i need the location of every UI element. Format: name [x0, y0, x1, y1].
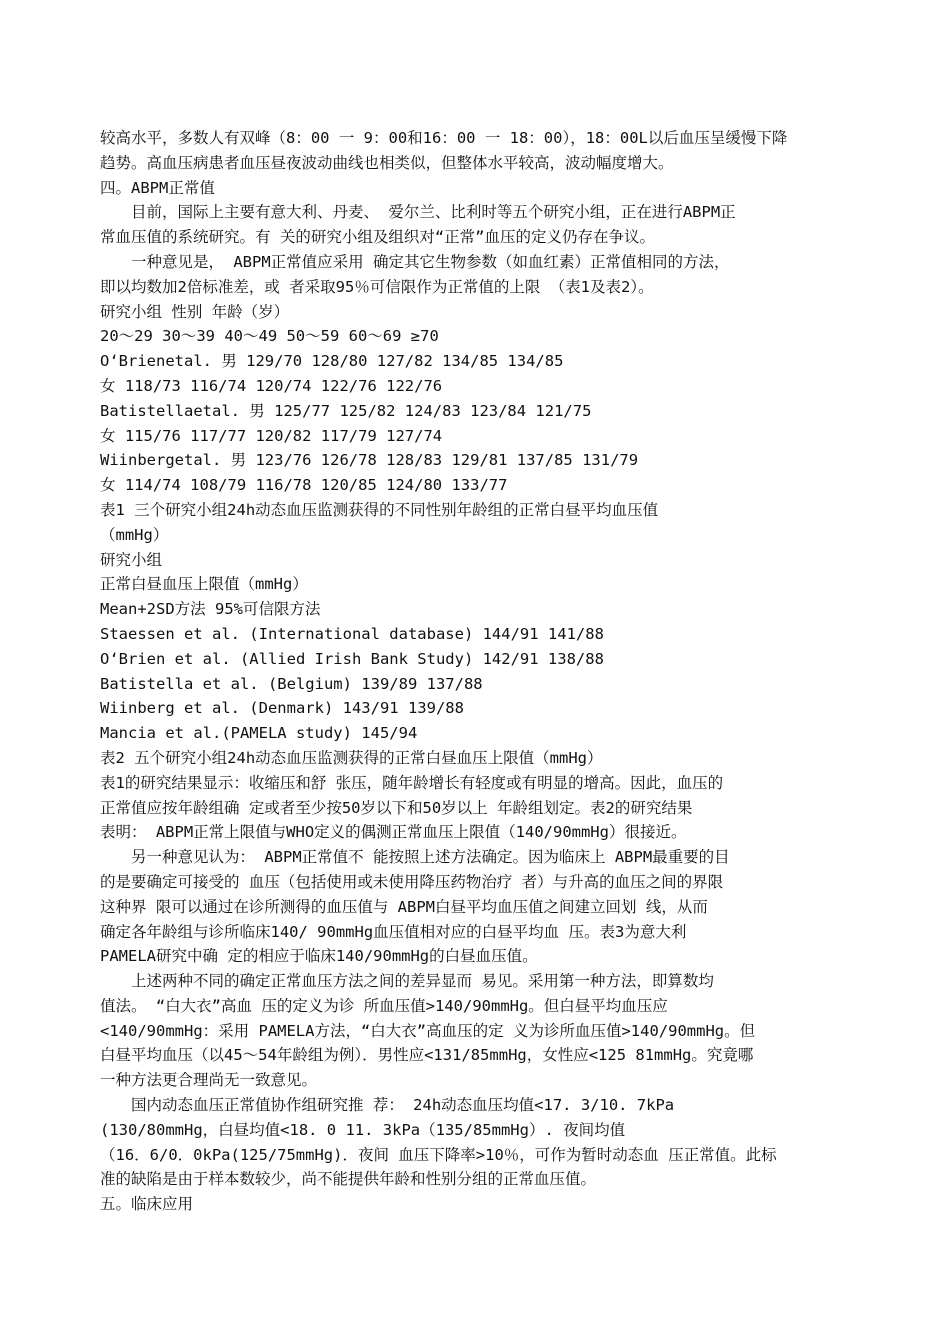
- text-line: 四。ABPM正常值: [100, 178, 215, 197]
- text-line: 表1的研究结果显示：收缩压和舒 张压，随年龄增长有轻度或有明显的增高。因此，血压的: [100, 773, 724, 792]
- text-line: Batistella et al. (Belgium) 139/89 137/88: [100, 674, 483, 693]
- text-line: 准的缺陷是由于样本数较少，尚不能提供年龄和性别分组的正常血压值。: [100, 1170, 597, 1189]
- text-line: 女 115/76 117/77 120/82 117/79 127/74: [100, 426, 443, 445]
- text-line: (130/80mmHg，白昼均值<18. 0 11. 3kPa（135/85mmHg）. 夜间均值: [100, 1120, 626, 1139]
- text-line: Mancia et al.(PAMELA study) 145/94: [100, 724, 418, 743]
- text-line: 一种意见是， ABPM正常值应采用 确定其它生物参数（如血红素）正常值相同的方法，: [131, 252, 730, 271]
- text-line: 研究小组: [100, 550, 163, 569]
- text-line: 国内动态血压正常值协作组研究推 荐： 24h动态血压均值<17. 3/10. 7kPa: [131, 1096, 675, 1115]
- text-line: Mean+2SD方法 95%可信限方法: [100, 600, 321, 619]
- text-line: Wiinbergetal. 男 123/76 126/78 128/83 129/81 137/85 131/79: [100, 451, 639, 470]
- text-line: 五。临床应用: [100, 1195, 194, 1214]
- text-line: O‘Brienetal. 男 129/70 128/80 127/82 134/85 134/85: [100, 352, 564, 371]
- text-line: 值法。 “白大衣”高血 压的定义为诊 所血压值>140/90mmHg。但白昼平均血压应: [100, 996, 668, 1015]
- text-line: （mmHg）: [100, 525, 169, 544]
- text-line: 女 114/74 108/79 116/78 120/85 124/80 133/77: [100, 476, 508, 495]
- text-line: 正常值应按年龄组确 定或者至少按50岁以下和50岁以上 年龄组划定。表2的研究结果: [100, 798, 693, 817]
- text-line: 研究小组 性别 年龄（岁）: [100, 302, 290, 321]
- text-line: （16．6/0．0kPa(125/75mmHg)．夜间 血压下降率>10％，可作为暂时动态血 压正常值。此标: [100, 1145, 777, 1164]
- text-line: Staessen et al. (International database) 144/91 141/88: [100, 624, 604, 643]
- text-line: 上述两种不同的确定正常血压方法之间的差异显而 易见。采用第一种方法，即算数均: [131, 972, 714, 991]
- text-line: 表1 三个研究小组24h动态血压监测获得的不同性别年龄组的正常白昼平均血压值: [100, 500, 659, 519]
- text-line: 一种方法更合理尚无一致意见。: [100, 1071, 318, 1090]
- text-line: 确定各年龄组与诊所临床140/ 90mmHg血压值相对应的白昼平均血 压。表3为意大利: [100, 922, 687, 941]
- text-line: 女 118/73 116/74 120/74 122/76 122/76: [100, 376, 443, 395]
- text-line: 白昼平均血压（以45～54年龄组为例）．男性应<131/85mmHg，女性应<125 81mmHg。究竟哪: [100, 1046, 754, 1065]
- text-line: 这种界 限可以通过在诊所测得的血压值与 ABPM白昼平均血压值之间建立回划 线，从而: [100, 897, 708, 916]
- text-line: PAMELA研究中确 定的相应于临床140/90mmHg的白昼血压值。: [100, 947, 538, 966]
- text-line: 另一种意见认为： ABPM正常值不 能按照上述方法确定。因为临床上 ABPM最重要的目: [131, 848, 730, 867]
- text-line: O‘Brien et al. (Allied Irish Bank Study) 142/91 138/88: [100, 649, 604, 668]
- text-line: 的是要确定可接受的 血压（包括使用或未使用降压药物治疗 者）与升高的血压之间的界限: [100, 872, 724, 891]
- text-line: 20～29 30～39 40～49 50～59 60～69 ≥70: [100, 327, 439, 346]
- text-line: 目前，国际上主要有意大利、丹麦、 爱尔兰、比利时等五个研究小组，正在进行ABPM正: [131, 203, 736, 222]
- text-line: 即以均数加2倍标准差，或 者采取95％可信限作为正常值的上限 （表1及表2）。: [100, 277, 654, 296]
- text-line: Batistellaetal. 男 125/77 125/82 124/83 123/84 121/75: [100, 401, 592, 420]
- document-page: [100, 126, 852, 1217]
- text-line: 趋势。高血压病患者血压昼夜波动曲线也相类似，但整体水平较高，波动幅度增大。: [100, 153, 674, 172]
- text-line: <140/90mmHg：采用 PAMELA方法，“白大衣”高血压的定 义为诊所血压值>140/90mmHg。但: [100, 1021, 756, 1040]
- text-line: Wiinberg et al. (Denmark) 143/91 139/88: [100, 699, 464, 718]
- text-line: 表2 五个研究小组24h动态血压监测获得的正常白昼血压上限值（mmHg）: [100, 748, 603, 767]
- text-line: 较高水平，多数人有双峰（8：00 一 9：00和16：00 一 18：00），18：00L以后血压呈缓慢下降: [100, 129, 788, 147]
- text-line: 表明： ABPM正常上限值与WHO定义的偶测正常血压上限值（140/90mmHg）很接近。: [100, 823, 687, 842]
- text-line: 正常白昼血压上限值（mmHg）: [100, 575, 308, 594]
- text-line: 常血压值的系统研究。有 关的研究小组及组织对“正常”血压的定义仍存在争议。: [100, 228, 655, 247]
